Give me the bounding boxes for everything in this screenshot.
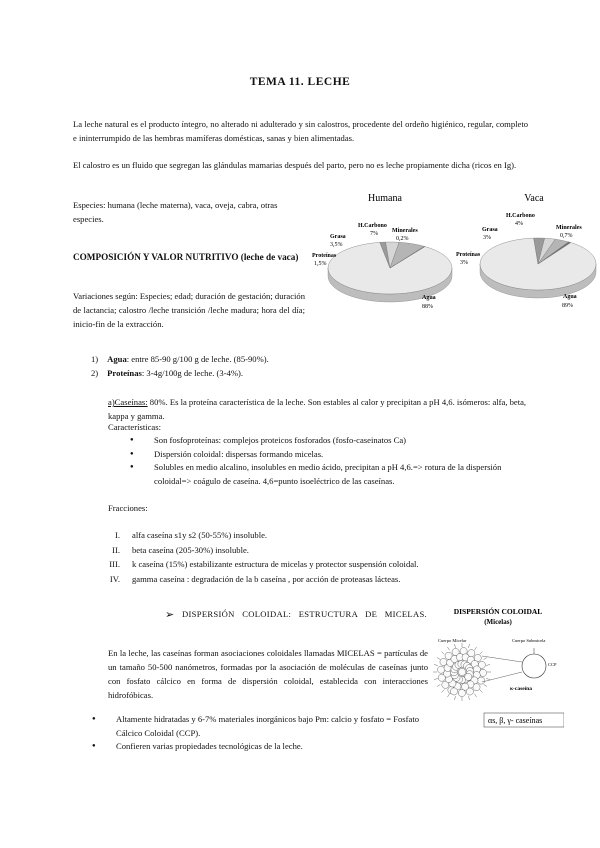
chart-title-humana: Humana xyxy=(368,193,402,204)
diagram-title: DISPERSIÓN COLOIDAL xyxy=(453,607,543,616)
submicelle xyxy=(462,683,469,690)
label-cuerpo-submicela: Cuerpo Submicela xyxy=(512,638,546,643)
submicelle-circle xyxy=(522,654,546,678)
label-caseinas: αs, β, γ- caseínas xyxy=(488,716,543,725)
composition-pie-charts xyxy=(310,184,600,320)
hair-strand xyxy=(484,685,487,687)
label-k-caseina: κ-caseína xyxy=(510,686,532,692)
caracteristicas-label: Características: xyxy=(108,422,161,432)
list-item: 2) Proteínas: 3-4g/100g de leche. (3-4%). xyxy=(91,367,244,378)
hair-strand xyxy=(475,647,477,650)
label-grasa-vaca: Grasa xyxy=(482,227,498,233)
value-hcarbono-vaca: 4% xyxy=(515,221,523,227)
section-heading-composicion: COMPOSICIÓN Y VALOR NUTRITIVO (leche de vaca) xyxy=(73,252,299,262)
arrow-bullet-icon: ➢ xyxy=(165,609,175,621)
value-proteinas-vaca: 3% xyxy=(460,260,468,266)
value-proteinas-humana: 1,5% xyxy=(314,261,327,267)
value-grasa-vaca: 3% xyxy=(483,235,491,241)
list-item: ● Dispersión coloidal: dispersas formando micelas. xyxy=(130,448,530,462)
list-item: ● Solubles en medio alcalino, insolubles en medio ácido, precipitan a pH 4,6.=> rotura de la dispersión coloidal=> coágulo de caseína. 4,6=punto isoeléctrico de las caseínas. xyxy=(130,461,530,488)
hair-strand xyxy=(434,679,438,680)
value-minerales-humana: 0,2% xyxy=(396,236,409,242)
hair-strand xyxy=(437,658,440,660)
fracciones-label: Fracciones: xyxy=(108,503,148,513)
label-minerales-vaca: Minerales xyxy=(556,225,582,231)
micelas-bullets xyxy=(92,713,432,754)
value-grasa-humana: 3,5% xyxy=(330,242,343,248)
intro-paragraph-leche: La leche natural es el producto íntegro, no alterado ni adulterado y sin calostros, procedente del ordeño higiénico, regular, completo e ininterrumpido de las hembras mamíferas domésticas, sanas y bien alimentadas. xyxy=(73,119,528,143)
hair-strand xyxy=(480,690,483,693)
pie-vaca xyxy=(480,238,596,298)
value-hcarbono-humana: 7% xyxy=(370,231,378,237)
hair-strand xyxy=(455,696,456,700)
list-item: I. alfa caseína s1y s2 (50-55%) insoluble. xyxy=(114,530,268,540)
caracteristicas-list xyxy=(130,434,530,488)
micelle-body xyxy=(433,643,491,701)
composition-list xyxy=(91,353,391,380)
hair-strand xyxy=(448,694,450,697)
submicelle xyxy=(450,688,457,695)
hair-strand xyxy=(437,685,440,687)
hair-strand xyxy=(484,658,487,660)
label-hcarbono-vaca: H.Carbono xyxy=(506,213,535,219)
hair-strand xyxy=(442,652,445,655)
hair-strand xyxy=(486,679,490,680)
intro-paragraph-especies: Especies: humana (leche materna), vaca, oveja, cabra, otras especies. xyxy=(73,200,278,224)
label-ccp: CCP xyxy=(548,662,557,667)
label-agua-vaca: Agua xyxy=(563,294,577,300)
label-cuerpo-micelar: Cuerpo Micelar xyxy=(438,638,467,643)
hair-strand xyxy=(434,665,438,666)
micelle-diagram xyxy=(432,600,564,730)
hair-strand xyxy=(448,647,450,650)
list-item: III. k caseína (15%) estabilizante estructura de micelas y protector suspensión coloidal. xyxy=(109,559,419,569)
caseinas-paragraph: a)Caseínas: 80%. Es la proteína característica de la leche. Son estables al calor y precipitan a pH 4,6. isómeros: alfa, beta, kappa y gamma. xyxy=(108,397,527,421)
hair-strand xyxy=(469,696,470,700)
list-item: 1) Agua: entre 85-90 g/100 g de leche. (85-90%). xyxy=(91,354,269,364)
hair-strand xyxy=(486,665,490,666)
page-title: TEMA 11. LECHE xyxy=(249,76,351,88)
label-grasa-humana: Grasa xyxy=(330,234,346,240)
label-agua-humana: Agua xyxy=(422,295,436,301)
list-item: ● Son fosfoproteínas: complejos proteicos fosforados (fosfo-caseinatos Ca) xyxy=(130,434,530,448)
value-agua-vaca: 89% xyxy=(562,303,573,309)
diagram-subtitle: (Micelas) xyxy=(484,618,512,626)
hair-strand xyxy=(442,690,445,693)
label-proteinas-humana: Proteínas xyxy=(312,253,337,259)
hair-strand xyxy=(455,644,456,648)
variations-paragraph: Variaciones según: Especies; edad; duración de gestación; duración de lactancia; calostro /leche transición /leche madura; hora del día; inicio-fin de la extracción. xyxy=(73,291,305,329)
micelas-heading: DISPERSIÓN COLOIDAL: ESTRUCTURA DE MICELAS. xyxy=(182,609,427,619)
value-agua-humana: 88% xyxy=(422,304,433,310)
hair-strand xyxy=(475,694,477,697)
submicelle xyxy=(458,668,465,675)
label-proteinas-vaca: Proteínas xyxy=(456,252,481,258)
list-item: IV. gamma caseína : degradación de la b caseína , por acción de proteasas lácteas. xyxy=(109,573,401,584)
micelas-paragraph: En la leche, las caseínas forman asociaciones coloidales llamadas MICELAS = partículas de un tamaño 50-500 nanómetros, formadas por la asociación de moléculas de caseínas junto con fosfato cálcico en forma de dispersión coloidal, establecida con interacciones hidrofóbicas. xyxy=(108,648,428,700)
list-item: ● Altamente hidratadas y 6-7% materiales inorgánicos bajo Pm: calcio y fosfato = Fosfato Cálcico Coloidal (CCP). xyxy=(92,713,432,740)
pie-humana xyxy=(328,242,452,302)
list-item: ● Confieren varias propiedades tecnológicas de la leche. xyxy=(92,740,432,754)
intro-paragraph-calostro: El calostro es un fluido que segregan las glándulas mamarias después del parto, pero no es leche propiamente dicha (ricos en Ig). xyxy=(73,160,517,170)
submicelle xyxy=(458,689,465,696)
list-item: II. beta caseína (205-30%) insoluble. xyxy=(112,544,249,555)
fracciones-list xyxy=(92,528,522,586)
hair-strand xyxy=(469,644,470,648)
label-hcarbono-humana: H.Carbono xyxy=(358,223,387,229)
submicelle xyxy=(465,673,472,680)
value-minerales-vaca: 0,7% xyxy=(560,233,573,239)
label-minerales-humana: Minerales xyxy=(392,228,418,234)
hair-strand xyxy=(480,652,483,655)
chart-title-vaca: Vaca xyxy=(524,193,544,204)
